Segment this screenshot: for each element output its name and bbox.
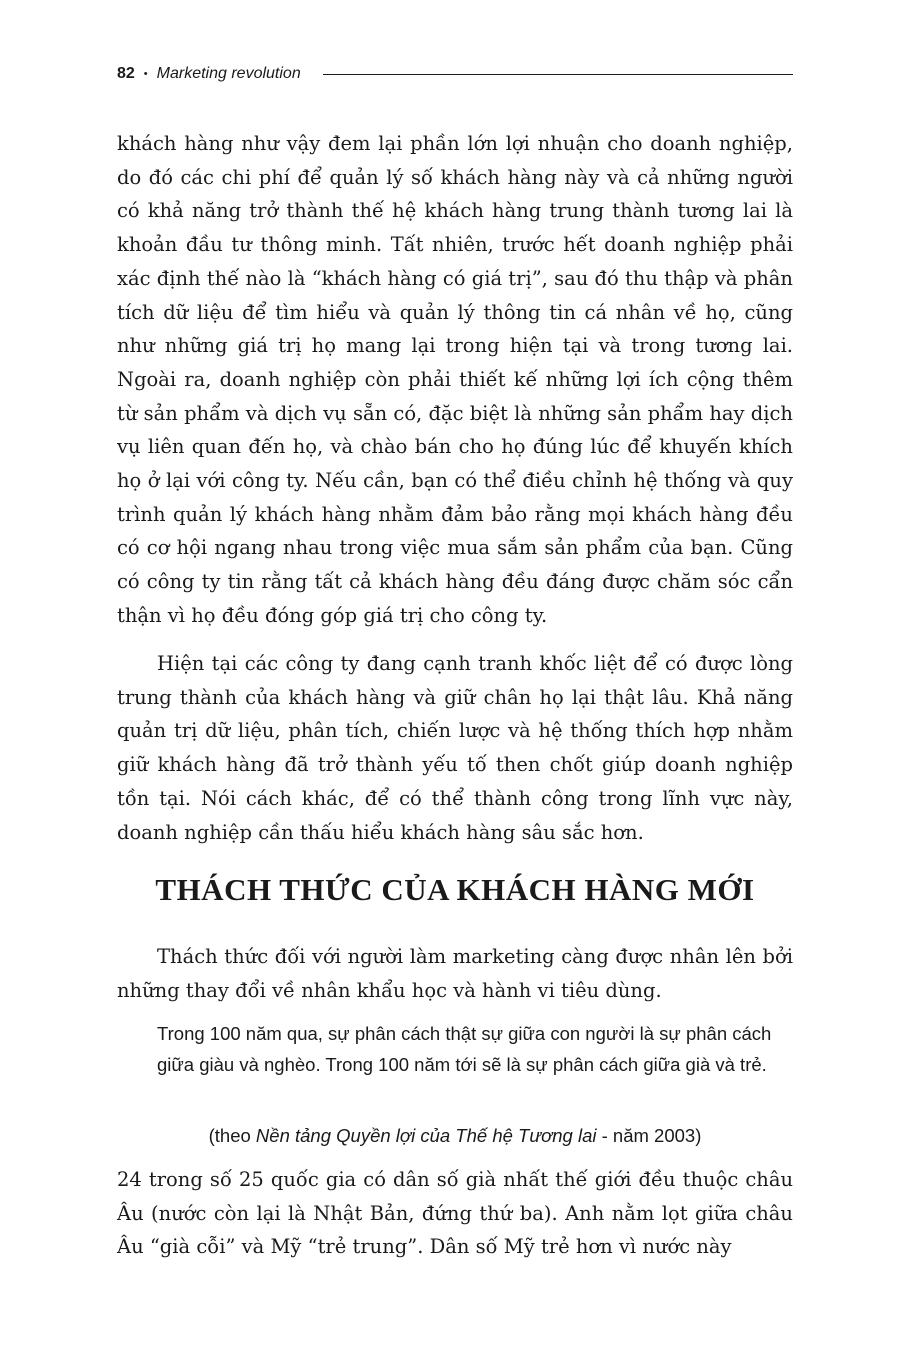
running-header — [117, 62, 793, 86]
quote-source-title: Nền tảng Quyền lợi của Thế hệ Tương lai — [255, 1125, 597, 1146]
paragraph-2: Hiện tại các công ty đang cạnh tranh khốc liệt để có được lòng trung thành của khách hàng và giữ chân họ lại thật lâu. Khả năng quản trị dữ liệu, phân tích, chiến lược và hệ thống thích hợp nhằm giữ khách hàng đã trở thành yếu tố then chốt giúp doanh nghiệp tồn tại. Nói cách khác, để có thể thành công trong lĩnh vực này, doanh nghiệp cần thấu hiểu khách hàng sâu sắc hơn. — [117, 652, 793, 844]
quote-source-prefix: (theo — [208, 1125, 256, 1146]
paragraph-4: 24 trong số 25 quốc gia có dân số già nhất thế giới đều thuộc châu Âu (nước còn lại là Nhật Bản, đứng thứ ba). Anh nằm lọt giữa châu Âu “già cỗi” và Mỹ “trẻ trung”. Dân số Mỹ trẻ hơn vì nước này — [117, 1168, 793, 1259]
paragraph-1: khách hàng như vậy đem lại phần lớn lợi nhuận cho doanh nghiệp, do đó các chi phí để quản lý số khách hàng này và cả những người có khả năng trở thành thế hệ khách hàng trung thành tương lai là khoản đầu tư thông minh. Tất nhiên, trước hết doanh nghiệp phải xác định thế nào là “khách hàng có giá trị”, sau đó thu thập và phân tích dữ liệu để tìm hiểu và quản lý thông tin cá nhân về họ, cũng như những giá trị họ mang lại trong hiện tại và trong tương lai. Ngoài ra, doanh nghiệp còn phải thiết kế những lợi ích cộng thêm từ sản phẩm và dịch vụ sẵn có, đặc biệt là những sản phẩm hay dịch vụ liên quan đến họ, và chào bán cho họ đúng lúc để khuyến khích họ ở lại với công ty. Nếu cần, bạn có thể điều chỉnh hệ thống và quy trình quản lý khách hàng nhằm đảm bảo rằng mọi khách hàng đều có cơ hội ngang nhau trong việc mua sắm sản phẩm của bạn. Cũng có công ty tin rằng tất cả khách hàng đều đáng được chăm sóc cẩn thận vì họ đều đóng góp giá trị cho công ty. — [117, 132, 793, 627]
quote-source-suffix: - năm 2003) — [596, 1125, 702, 1146]
running-title: Marketing revolution — [156, 65, 301, 82]
quote-source — [117, 1120, 793, 1151]
header-bullet: • — [143, 68, 148, 80]
block-quote: Trong 100 năm qua, sự phân cách thật sự giữa con người là sự phân cách giữa giàu và nghèo. Trong 100 năm tới sẽ là sự phân cách giữa già và trẻ. — [157, 1023, 772, 1075]
page-number: 82 — [117, 65, 135, 82]
header-rule — [323, 74, 793, 75]
paragraph-3: Thách thức đối với người làm marketing càng được nhân lên bởi những thay đổi về nhân khẩu học và hành vi tiêu dùng. — [117, 945, 793, 1002]
section-heading: THÁCH THỨC CỦA KHÁCH HÀNG MỚI — [155, 872, 755, 907]
